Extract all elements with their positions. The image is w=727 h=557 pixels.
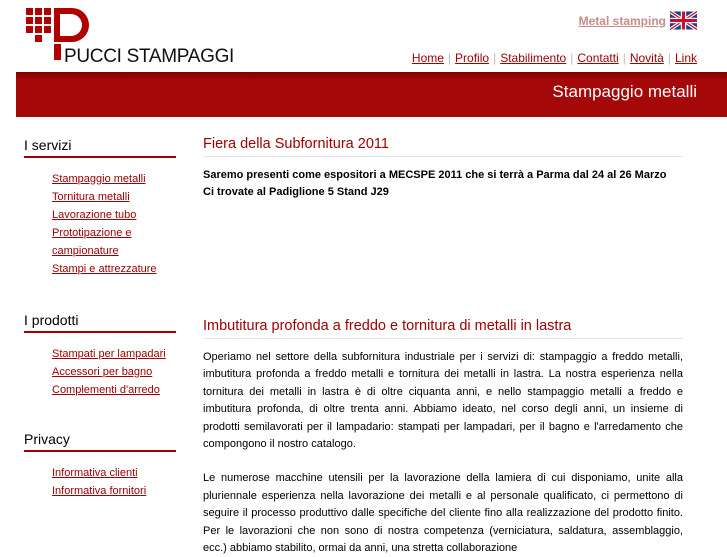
- logo-text: PUCCI STAMPAGGI: [64, 46, 235, 67]
- sidebar-section-servizi: [24, 137, 176, 278]
- sidebar-item: [52, 345, 176, 363]
- sidebar-item-stampi-attrezzature[interactable]: Stampi e attrezzature: [52, 263, 157, 275]
- sidebar-item: [52, 482, 176, 500]
- english-version-link[interactable]: Metal stamping: [578, 13, 666, 28]
- uk-flag-icon[interactable]: [670, 11, 697, 30]
- sidebar-list: [52, 464, 176, 500]
- sidebar-section-prodotti: [24, 312, 176, 399]
- sidebar-list: [52, 345, 176, 399]
- nav-stabilimento[interactable]: Stabilimento: [500, 51, 567, 65]
- language-switch: [579, 11, 697, 30]
- sidebar-item-lavorazione-tubo[interactable]: Lavorazione tubo: [52, 209, 137, 221]
- sidebar-section-privacy: [24, 431, 176, 500]
- article-paragraph: Operiamo nel settore della subfornitura industriale per i servizi di: stampaggio a freddo metalli, imbutitura profonda a freddo metalli e tornitura dei metalli in lastra. La nostra esperienza nella tornitura dei metalli in lastra è di oltre ciquanta anni, e nello stampaggio metalli a freddo e imbutitura profonda, di oltre trenta anni. Abbiamo ideato, nel corso degli anni, un insieme di prodotti semilavorati per il lampadario: stampati per lampadari, per il bagno e l'arredamento che compongono il nostro catalogo.: [203, 351, 683, 451]
- news-title: Fiera della Subfornitura 2011: [203, 136, 683, 157]
- nav-profilo[interactable]: Profilo: [455, 51, 490, 65]
- page-title: Stampaggio metalli: [552, 82, 697, 101]
- sidebar-heading: I servizi: [24, 137, 176, 158]
- sidebar-item-accessori-bagno[interactable]: Accessori per bagno: [52, 366, 153, 378]
- sidebar-heading: Privacy: [24, 431, 176, 452]
- sidebar-item-stampaggio-metalli[interactable]: Stampaggio metalli: [52, 173, 146, 185]
- top-navigation: [412, 51, 697, 65]
- nav-separator: |: [667, 51, 671, 65]
- sidebar-item: [52, 242, 176, 260]
- sidebar-item: [52, 224, 176, 242]
- news-section: [203, 136, 683, 202]
- nav-separator: |: [570, 51, 574, 65]
- article-paragraph: Le numerose macchine utensili per la lavorazione della lamiera di cui disponiamo, unite alla pluriennale esperienza nella lavorazione dei metalli e al personale qualificato, ci permettono di seguire il processo produttivo dalle specifiche del cliente fino alla realizzazione del prodotto finito. Per le lavorazioni che non sono di nostra competenza (verniciatura, saldatura, assemblaggio, ecc.) abbiamo stabilito, ormai da anni, una stretta collaborazione: [203, 472, 683, 555]
- sidebar-item-stampati-lampadari[interactable]: Stampati per lampadari: [52, 348, 166, 360]
- news-text-stand: Ci trovate al Padiglione 5 Stand J29: [203, 186, 389, 199]
- sidebar-item: [52, 170, 176, 188]
- site-logo[interactable]: [24, 8, 234, 66]
- sidebar-item-prototipazione[interactable]: Prototipazione e: [52, 227, 132, 239]
- sidebar-item-informativa-clienti[interactable]: Informativa clienti: [52, 467, 138, 479]
- sidebar-item-tornitura-metalli[interactable]: Tornitura metalli: [52, 191, 130, 203]
- sidebar-item: [52, 206, 176, 224]
- article-title: Imbutitura profonda a freddo e tornitura di metalli in lastra: [203, 318, 683, 339]
- nav-separator: |: [493, 51, 497, 65]
- sidebar-item: [52, 381, 176, 399]
- sidebar-item-complementi-arredo[interactable]: Complementi d'arredo: [52, 384, 160, 396]
- nav-contatti[interactable]: Contatti: [577, 51, 619, 65]
- nav-separator: |: [447, 51, 452, 65]
- sidebar-item-informativa-fornitori[interactable]: Informativa fornitori: [52, 485, 147, 497]
- sidebar-item: [52, 188, 176, 206]
- sidebar-list: [52, 170, 176, 278]
- sidebar-heading: I prodotti: [24, 312, 176, 333]
- nav-novita[interactable]: Novità: [629, 51, 664, 65]
- sidebar-item: [52, 260, 176, 278]
- sidebar-item: [52, 363, 176, 381]
- nav-separator: |: [622, 51, 626, 65]
- article-section: [203, 318, 683, 557]
- nav-home[interactable]: Home: [411, 51, 444, 65]
- news-text: Saremo presenti come espositori a MECSPE 2011 che si terrà a Parma dal 24 al 26 Marzo: [203, 169, 667, 181]
- sidebar-item: [52, 464, 176, 482]
- sidebar-item-campionature[interactable]: campionature: [52, 245, 119, 257]
- nav-link[interactable]: Link: [674, 51, 697, 65]
